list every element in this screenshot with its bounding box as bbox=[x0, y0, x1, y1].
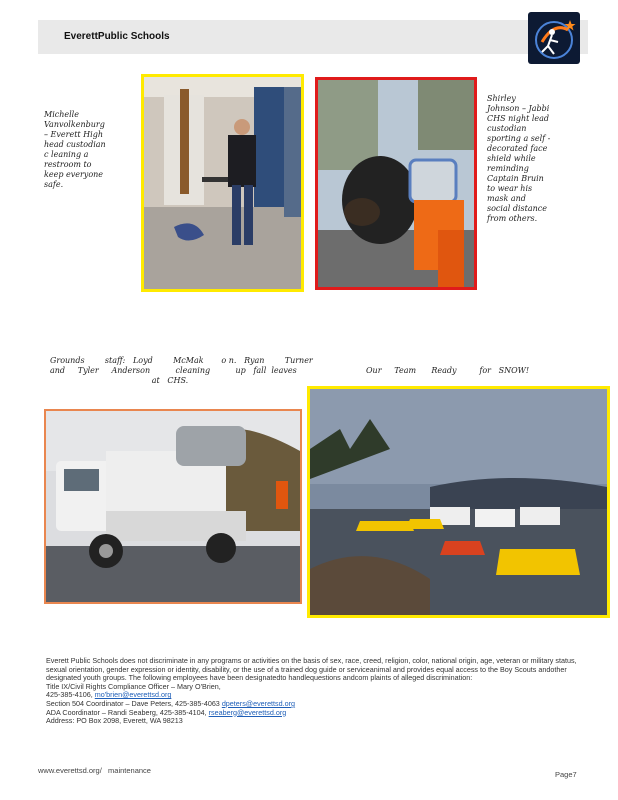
dpeters-email-link[interactable]: dpeters@everettsd.org bbox=[221, 698, 296, 708]
obrien-email-link[interactable]: mo'brien@everettsd.org bbox=[94, 690, 172, 700]
custodian-caption: Michelle Vanvolkenburg – Everett High head custodian c leaning a restroom to keep everyone safe. bbox=[44, 110, 106, 189]
grounds-caption: Grounds staff: Loyd McMak o n. Ryan Turner and Tyler Anderson cleaning up fall leaves at CHS. bbox=[50, 356, 313, 385]
footer-url: www.everettsd.org/ maintenance bbox=[38, 766, 151, 775]
page-number: Page7 bbox=[555, 770, 577, 779]
notice-paragraph: Everett Public Schools does not discriminate in any programs or activities on the basis of sex, race, creed, religion, color, national origin, age, veteran or military status, sexual orientation, gender expression or identity, disability, or the use of a trained dog guide or serviceanimal and provides equal access to the Boy Scouts andother designated youth groups. The following employees have been designatedto handlequestions andcom plaints of alleged discrimination: bbox=[46, 656, 577, 683]
bear-mask-caption: Shirley Johnson – Jabbi CHS night lead custodian sporting a self - decorated face shield while reminding Captain Bruin to wear his mask and social distance from others. bbox=[487, 94, 551, 223]
snow-trucks-photo bbox=[307, 386, 610, 618]
custodian-photo bbox=[141, 74, 304, 292]
bear-mask-photo bbox=[315, 77, 477, 290]
address: Address: PO Box 2098, Everett, WA 98213 bbox=[46, 716, 183, 726]
section-504-contact: Section 504 Coordinator – Dave Peters, 425-385-4063 dpeters@everettsd.org bbox=[46, 698, 296, 708]
snow-caption: Our Team Ready for SNOW! bbox=[366, 366, 530, 375]
title-ix-contact: Title IX/Civil Rights Compliance Officer – Mary O'Brien, bbox=[46, 681, 221, 691]
ada-contact: ADA Coordinator – Randi Seaberg, 425-385-4104, rseaberg@everettsd.org bbox=[46, 707, 287, 717]
nondiscrimination-notice: Everett Public Schools does not discriminate in any programs or activities on the basis of sex, race, creed, religion, color, national origin, age, veteran or military status, sexual orientation, gender expression or identity, disability, or the use of a trained dog guide or serviceanimal and provides equal access to the Boy Scouts andother designated youth groups. The following employees have been designatedto handlequestions andcom plaints of alleged discrimination: Title IX/Civil Rights Compliance Officer – Mary O'Brien, 425-385-4106, mo'brien@everettsd.org Section 504 Coordinator – Dave Peters, 425-385-4063 dpeters@everettsd.org ADA Coordinator – Randi Seaberg, 425-385-4104, rseaberg@everettsd.org Address: PO Box 2098, Everett, WA 98213 bbox=[46, 657, 586, 726]
header-bar bbox=[38, 20, 588, 54]
rseaberg-email-link[interactable]: rseaberg@everettsd.org bbox=[208, 707, 287, 717]
page-title: EverettPublic Schools bbox=[64, 31, 170, 42]
district-logo bbox=[528, 12, 580, 64]
sweeper-truck-photo bbox=[44, 409, 302, 604]
